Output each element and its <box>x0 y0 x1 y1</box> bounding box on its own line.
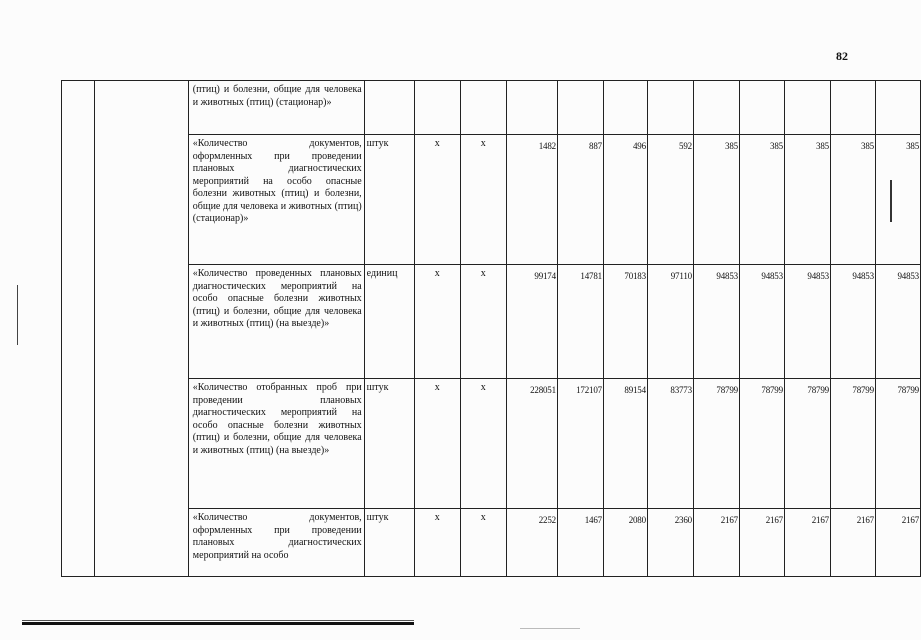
mark-cell: х <box>414 509 460 577</box>
value-cell: 14781 <box>557 265 603 379</box>
unit-cell: штук <box>364 135 414 265</box>
value-cell: 385 <box>693 135 739 265</box>
value-cell: 2080 <box>603 509 647 577</box>
mark-cell: х <box>460 509 506 577</box>
footer-rule <box>22 620 414 621</box>
value-cell: 94853 <box>875 265 920 379</box>
value-cell: 99174 <box>506 265 557 379</box>
value-cell: 385 <box>830 135 875 265</box>
table-row <box>62 81 921 135</box>
value-cell: 2167 <box>693 509 739 577</box>
value-cell: 228051 <box>506 379 557 509</box>
value-cell: 385 <box>784 135 830 265</box>
value-cell: 2252 <box>506 509 557 577</box>
value-cell: 78799 <box>875 379 920 509</box>
unit-cell: штук <box>364 509 414 577</box>
value-cell: 94853 <box>739 265 784 379</box>
mark-cell: х <box>414 135 460 265</box>
value-cell: 78799 <box>830 379 875 509</box>
indicator-description: «Количество документов, оформленных при проведении плановых диагностических мероприятий на особо опасные болезни животных (птиц) и болезни, общие для человека и животных (птиц) (стационар)» <box>188 135 364 265</box>
value-cell: 94853 <box>830 265 875 379</box>
indicator-description: «Количество проведенных плановых диагностических мероприятий на особо опасные болезни животных (птиц) и болезни, общие для человека и животных (птиц) (на выезде)» <box>188 265 364 379</box>
table-cell-empty <box>94 81 188 577</box>
value-cell: 2167 <box>830 509 875 577</box>
table-row <box>62 135 921 265</box>
value-cell: 172107 <box>557 379 603 509</box>
table-row <box>62 265 921 379</box>
scan-artifact <box>520 628 580 629</box>
value-cell: 1482 <box>506 135 557 265</box>
value-cell: 78799 <box>739 379 784 509</box>
value-cell: 385 <box>739 135 784 265</box>
mark-cell: х <box>414 265 460 379</box>
footer-rule <box>22 622 414 625</box>
value-cell: 70183 <box>603 265 647 379</box>
unit-cell: штук <box>364 379 414 509</box>
value-cell: 2167 <box>875 509 920 577</box>
indicator-description: (птиц) и болезни, общие для человека и животных (птиц) (стационар)» <box>188 81 364 135</box>
value-cell: 78799 <box>693 379 739 509</box>
mark-cell: х <box>460 135 506 265</box>
scan-margin-mark <box>17 285 18 345</box>
value-cell: 89154 <box>603 379 647 509</box>
indicator-description: «Количество отобранных проб при проведении плановых диагностических мероприятий на особо опасные болезни животных (птиц) и болезни, общие для человека и животных (птиц) (на выезде)» <box>188 379 364 509</box>
value-cell: 2360 <box>647 509 693 577</box>
indicator-description: «Количество документов, оформленных при проведении плановых диагностических мероприятий на особо <box>188 509 364 577</box>
value-cell: 2167 <box>784 509 830 577</box>
mark-cell: х <box>460 265 506 379</box>
value-cell: 97110 <box>647 265 693 379</box>
table-row <box>62 379 921 509</box>
value-cell: 1467 <box>557 509 603 577</box>
table-row <box>62 509 921 577</box>
page-number: 82 <box>836 49 848 63</box>
value-cell: 385 <box>875 135 920 265</box>
value-cell: 2167 <box>739 509 784 577</box>
value-cell: 83773 <box>647 379 693 509</box>
indicator-table <box>61 80 919 576</box>
table-cell-empty <box>62 81 95 577</box>
value-cell: 592 <box>647 135 693 265</box>
mark-cell: х <box>460 379 506 509</box>
value-cell: 94853 <box>693 265 739 379</box>
value-cell: 94853 <box>784 265 830 379</box>
value-cell: 887 <box>557 135 603 265</box>
mark-cell: х <box>414 379 460 509</box>
value-cell: 496 <box>603 135 647 265</box>
unit-cell: единиц <box>364 265 414 379</box>
value-cell: 78799 <box>784 379 830 509</box>
